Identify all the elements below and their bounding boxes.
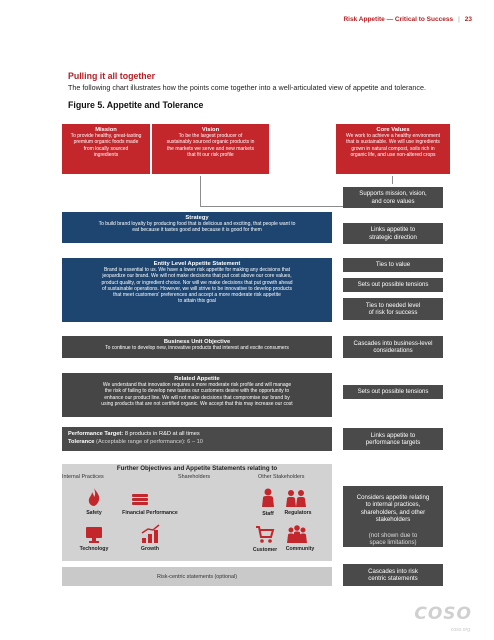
coso-url: coso.org <box>450 627 470 633</box>
core-values-title: Core Values <box>376 127 410 133</box>
core-values-box <box>336 124 450 174</box>
sidebar-note <box>343 278 443 292</box>
mission-line: To provide healthy, great-tasting <box>70 133 142 139</box>
coso-logo: COSO <box>414 604 472 624</box>
community-icon <box>286 524 308 544</box>
sidebar-note <box>343 298 443 320</box>
mission-title: Mission <box>95 127 117 133</box>
category-staff: Staff <box>262 511 274 517</box>
performance-target-box <box>62 427 332 451</box>
sidebar-note-line: Ties to needed level <box>365 301 421 309</box>
section-title: Pulling it all together <box>68 71 155 81</box>
person-icon <box>260 488 276 508</box>
sidebar-note-line: Cascades into business-level <box>353 339 433 347</box>
related-appetite-line: We understand that innovation requires a more moderate risk profile and will manage <box>102 382 292 388</box>
category-regulators: Regulators <box>284 510 312 516</box>
core-values-line: organic life, and use non-altered crops <box>350 151 436 158</box>
sidebar-note-line: centric statements <box>368 575 418 582</box>
related-appetite-box <box>62 373 332 417</box>
entity-appetite-title: Entity Level Appetite Statement <box>153 261 241 267</box>
page-number: 23 <box>464 16 472 23</box>
sidebar-note-remark-line: (not shown due to <box>368 531 418 539</box>
mission-line: ingredients <box>93 151 119 158</box>
mission-box <box>62 124 150 174</box>
sidebar-note <box>343 223 443 244</box>
sidebar-note-line: of risk for success <box>368 309 418 316</box>
risk-centric-statements-label: Risk-centric statements (optional) <box>157 573 237 580</box>
business-unit-objective-box <box>62 336 332 358</box>
mission-line: from locally sourced <box>83 145 129 152</box>
section-intro: The following chart illustrates how the points come together into a well-articulated view of appetite and tolerance. <box>68 83 426 92</box>
entity-appetite-line: of sustainable operations. However, we will strive to be innovative to develop products <box>101 285 293 292</box>
header-separator: | <box>458 16 460 23</box>
performance-target-label: Performance Target: <box>68 431 124 437</box>
sidebar-note <box>343 486 443 531</box>
sidebar-note-line: performance targets <box>365 439 421 446</box>
sidebar-note <box>343 564 443 586</box>
sidebar-note-remark <box>343 531 443 547</box>
entity-appetite-line: Brand is essential to us. We have a lower risk appetite for making any decisions that <box>103 267 291 273</box>
vision-line: sustainably sourced organic products in <box>166 139 255 146</box>
sidebar-note-line: Ties to value <box>375 261 411 269</box>
strategy-line: To build brand loyalty by producing food that is delicious and exciting, that people want to <box>98 221 296 227</box>
column-other-stakeholders: Other Stakeholders <box>258 474 305 480</box>
sidebar-note-line: Links appetite to <box>370 431 416 439</box>
further-objectives-title: Further Objectives and Appetite Statements relating to <box>116 465 278 472</box>
sidebar-note-line: shareholders, and other <box>360 508 426 516</box>
category-growth: Growth <box>140 546 160 552</box>
related-appetite-line: enhance our product line. We will not make decisions that compromise our brand by <box>104 394 290 401</box>
risk-centric-statements-box <box>62 567 332 586</box>
vision-box <box>152 124 269 174</box>
column-internal-practices: Internal Practices <box>62 474 104 480</box>
business-unit-objective-line: To continue to develop new, innovative products that interest and excite consumers <box>105 345 289 351</box>
performance-target-row <box>68 430 326 438</box>
tolerance-value: (Acceptable range of performance): 6 – 10 <box>96 439 203 445</box>
business-unit-objective-title: Business Unit Objective <box>163 339 231 345</box>
monitor-icon <box>84 524 104 544</box>
core-values-line: grown in natural compost, soils rich in <box>351 145 435 152</box>
sidebar-note-line: Sets out possible tensions <box>357 388 429 396</box>
category-technology: Technology <box>79 546 109 552</box>
sidebar-note-line: stakeholders <box>375 515 411 523</box>
sidebar-note-line: Sets out possible tensions <box>357 281 429 289</box>
category-community: Community <box>285 546 315 552</box>
column-shareholders: Shareholders <box>178 474 211 480</box>
tolerance-row <box>68 438 326 446</box>
mission-line: premium organic foods made <box>73 139 139 146</box>
sidebar-note <box>343 336 443 358</box>
sidebar-note-line: Considers appetite relating <box>356 493 430 501</box>
flame-icon <box>84 487 104 507</box>
related-appetite-line: the risk of failing to develop new tastes our customers desire with the opportunity to <box>104 388 290 395</box>
entity-appetite-line: that meet customers' preferences and accept a more moderate risk appetite <box>113 292 281 299</box>
core-values-line: We work to achieve a healthy environment <box>345 133 441 139</box>
sidebar-note-line: Links appetite to <box>370 226 416 234</box>
strategy-title: Strategy <box>185 215 209 221</box>
entity-appetite-line: to attain this goal <box>178 298 216 305</box>
sidebar-note-line: considerations <box>373 347 413 354</box>
strategy-line: eat because it tastes good and because it is good for them <box>132 227 262 234</box>
strategy-box <box>62 212 332 243</box>
category-customer: Customer <box>252 547 278 553</box>
shopping-cart-icon <box>255 524 275 544</box>
entity-appetite-line: jeopardize our brand. We will not make decisions that put cost above our core values, <box>102 273 292 280</box>
growth-chart-icon <box>140 524 162 544</box>
group-icon <box>285 488 307 508</box>
sidebar-note-line: Cascades into risk <box>368 567 418 575</box>
category-financial-performance: Financial Performance <box>122 510 178 516</box>
performance-target-value: 8 products in R&D at all times <box>124 431 200 437</box>
entity-appetite-box <box>62 258 332 322</box>
category-safety: Safety <box>86 510 102 516</box>
vision-line: the markets we serve and new markets <box>167 145 254 152</box>
money-stack-icon <box>130 490 150 508</box>
core-values-line: that is sustainable. We will use ingredients <box>346 139 440 146</box>
related-appetite-title: Related Appetite <box>174 376 220 382</box>
sidebar-note <box>343 258 443 272</box>
connector-line <box>392 176 393 184</box>
sidebar-note-line: strategic direction <box>369 233 417 241</box>
entity-appetite-line: product quality, or ingredient choice. Nor will we make decisions that put growth ahead <box>101 279 293 286</box>
related-appetite-line: using products that are not certified organic. We accept that this may increase our cost <box>101 400 293 407</box>
sidebar-note-line: Supports mission, vision, <box>359 190 427 198</box>
vision-line: To be the largest producer of <box>178 133 243 139</box>
sidebar-note-remark-line: space limitations) <box>369 539 417 546</box>
sidebar-note-line: and core values <box>371 197 415 205</box>
sidebar-note <box>343 385 443 399</box>
tolerance-label: Tolerance <box>68 439 95 445</box>
vision-title: Vision <box>201 127 220 133</box>
running-header <box>343 16 472 23</box>
header-title: Risk Appetite — Critical to Success <box>343 16 454 23</box>
figure-title: Figure 5. Appetite and Tolerance <box>68 100 204 110</box>
sidebar-note <box>343 187 443 208</box>
vision-line: that fit our risk profile <box>187 151 234 158</box>
sidebar-note <box>343 428 443 450</box>
connector-line <box>200 176 201 207</box>
sidebar-note-line: to internal practices, <box>365 501 421 509</box>
